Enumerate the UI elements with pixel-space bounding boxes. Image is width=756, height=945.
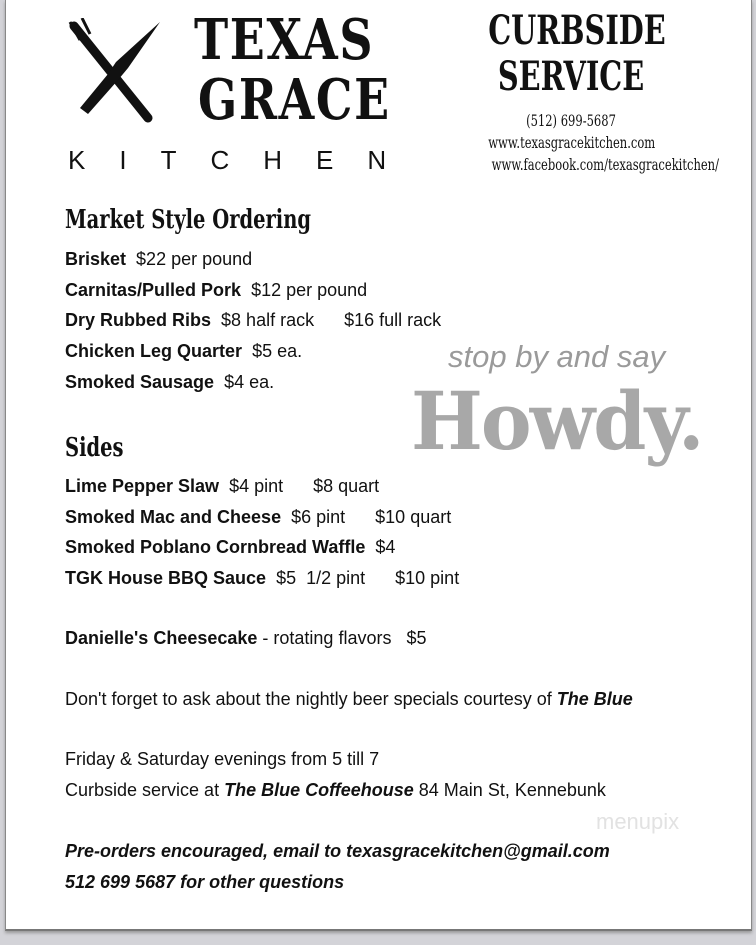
sides-heading: Sides [65,433,124,463]
phone: (512) 699-5687 [526,111,616,130]
preorder-note: Pre-orders encouraged, email to texasgracekitchen@gmail.com [65,841,610,861]
logo-texas: TEXAS [194,7,375,73]
location-text: Curbside service at The Blue Coffeehouse 84 Main St, Kennebunk [65,780,606,800]
curbside-title: CURBSIDE [488,7,666,54]
logo-grace: GRACE [198,67,391,133]
website-link[interactable]: www.texasgracekitchen.com [488,133,656,152]
menu-item: Dry Rubbed Ribs $8 half rack $16 full rack [65,310,442,330]
hours-text: Friday & Saturday evenings from 5 till 7 [65,749,380,769]
phone-note: 512 699 5687 for other questions [65,872,345,892]
menu-page [5,0,752,931]
facebook-link[interactable]: www.facebook.com/texasgracekitchen/ [491,155,719,174]
menu-item: Lime Pepper Slaw $4 pint $8 quart [65,476,380,496]
fork-knife-logo-icon [68,18,168,128]
cheesecake-item: Danielle's Cheesecake - rotating flavors $5 [65,628,427,648]
watermark: menupix [596,809,680,834]
beer-note: Don't forget to ask about the nightly beer specials courtesy of The Blue [65,689,633,709]
menu-item: Smoked Poblano Cornbread Waffle $4 [65,537,396,557]
logo-kitchen: KITCHEN [68,145,421,175]
menu-item: Carnitas/Pulled Pork $12 per pound [65,280,368,300]
menu-item: Chicken Leg Quarter $5 ea. [65,341,303,361]
menu-item: Brisket $22 per pound [65,249,253,269]
menu-item: Smoked Mac and Cheese $6 pint $10 quart [65,507,452,527]
service-title: SERVICE [497,53,645,100]
market-heading: Market Style Ordering [65,205,312,235]
promo-tagline: stop by and say [448,339,666,374]
menu-item: TGK House BBQ Sauce $5 1/2 pint $10 pint [65,568,460,588]
menu-item: Smoked Sausage $4 ea. [65,372,275,392]
promo-howdy: Howdy. [411,374,703,468]
